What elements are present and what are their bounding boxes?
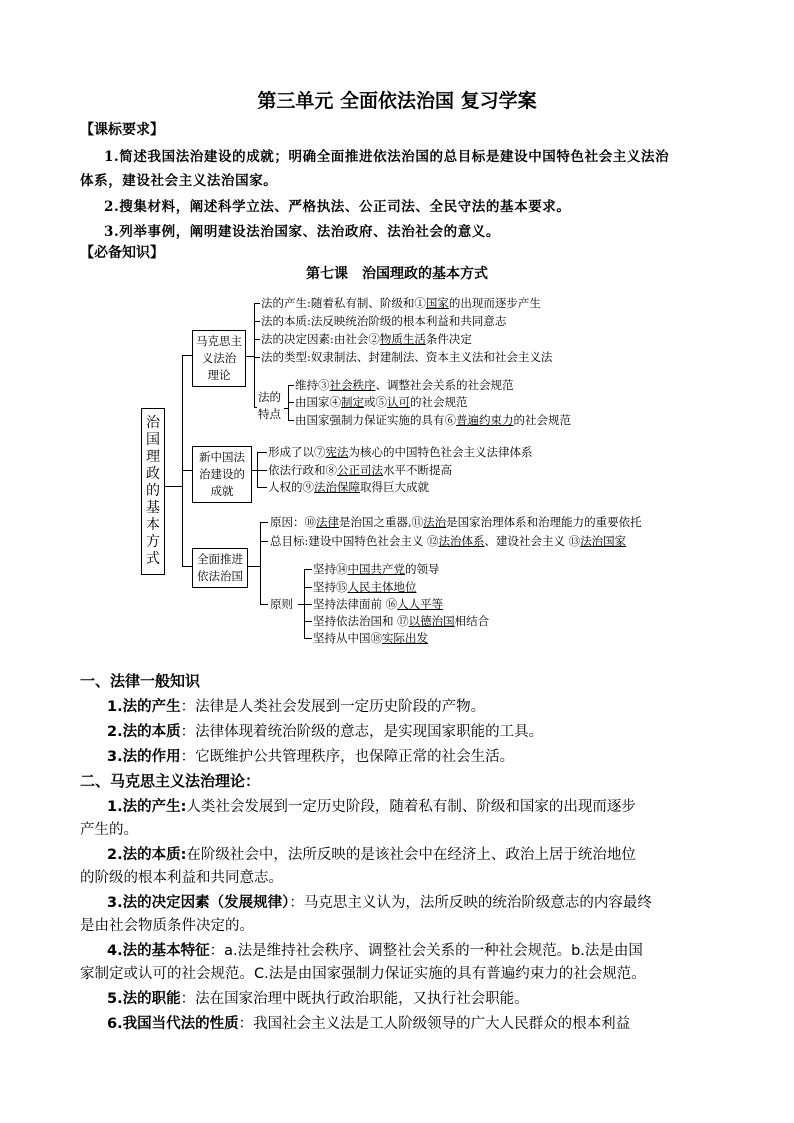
feature-1: 维持③社会秩序、调整社会关系的社会规范	[295, 378, 514, 392]
achievement-1: 形成了以⑦宪法为核心的中国特色社会主义法律体系	[268, 445, 533, 459]
standard-item-1-cont: 体系，建设社会主义法治国家。	[80, 173, 278, 189]
achievement-2: 依法行政和⑧公正司法水平不断提高	[268, 463, 452, 477]
branch-comprehensive-rule-of-law: 全面推进 依法治国	[192, 548, 248, 588]
reason-line: 原因：⑩法律是治国之重器,⑪法治是国家治理体系和治理能力的重要依托	[270, 515, 642, 529]
section1-item-1: 1.法的产生：法律是人类社会发展到一定历史阶段的产物。	[107, 699, 486, 715]
section2-heading: 二、马克思主义法治理论：	[80, 772, 261, 790]
principle-4: 坚持依法治国和 ⑰以德治国相结合	[313, 614, 490, 628]
section2-item-3: 3.法的决定因素（发展规律）：马克思主义认为，法所反映的统治阶级意志的内容最终	[107, 895, 652, 911]
principle-1: 坚持⑭中国共产党的领导	[313, 562, 440, 576]
section1-item-2: 2.法的本质：法律体现着统治阶级的意志，是实现国家职能的工具。	[107, 724, 544, 740]
branch-rule-of-law-achievements: 新中国法 治建设的 成就	[192, 446, 252, 503]
principle-2: 坚持⑮人民主体地位	[313, 580, 417, 594]
law-features-label: 法的 特点	[258, 390, 281, 421]
section2-item-6: 6.我国当代法的性质：我国社会主义法是工人阶级领导的广大人民群众的根本利益	[107, 1016, 631, 1032]
standard-item-3: 3.列举事例，阐明建设法治国家、法治政府、法治社会的意义。	[104, 224, 500, 240]
law-essence: 法的本质:法反映统治阶级的根本利益和共同意志	[261, 314, 507, 328]
section2-item-2: 2.法的本质:在阶级社会中，法所反映的是该社会中在经济上、政治上居于统治地位	[107, 847, 636, 863]
section2-item-4: 4.法的基本特征：a.法是维持社会秩序、调整社会关系的一种社会规范。b.法是由国	[107, 943, 643, 959]
law-types: 法的类型:奴隶制法、封建制法、资本主义法和社会主义法	[261, 350, 553, 364]
feature-2: 由国家④制定或⑤认可的社会规范	[295, 395, 468, 409]
principle-3: 坚持法律面前 ⑯人人平等	[313, 597, 444, 611]
section2-item-4-cont: 家制定或认可的社会规范。C.法是由国家强制力保证实施的具有普遍约束力的社会规范。	[80, 966, 646, 982]
standard-item-1: 1.简述我国法治建设的成就；明确全面推进依法治国的总目标是建设中国特色社会主义法治	[104, 149, 670, 165]
section1-heading: 一、法律一般知识	[80, 672, 201, 690]
root-box: 治 国 理 政 的 基 本 方 式	[141, 408, 165, 575]
law-origin: 法的产生:随着私有制、阶级和①国家的出现而逐步产生	[261, 296, 541, 310]
principles-label: 原则	[270, 597, 293, 611]
section2-item-1: 1.法的产生:人类社会发展到一定历史阶段，随着私有制、阶级和国家的出现而逐步	[107, 799, 636, 815]
feature-3: 由国家强制力保证实施的具有⑥普遍约束力的社会规范	[295, 413, 571, 427]
achievement-3: 人权的⑨法治保障取得巨大成就	[268, 480, 429, 494]
section1-item-3: 3.法的作用：它既维护公共管理秩序，也保障正常的社会生活。	[107, 749, 515, 765]
branch-marxist-law-theory: 马克思主 义法治 理论	[192, 330, 246, 387]
section2-item-3-cont: 是由社会物质条件决定的。	[80, 918, 254, 934]
knowledge-heading: 【必备知识】	[80, 245, 164, 261]
principle-5: 坚持从中国⑱实际出发	[313, 631, 428, 645]
standards-heading: 【课标要求】	[80, 122, 164, 138]
standard-item-2: 2.搜集材料，阐述科学立法、严格执法、公正司法、全民守法的基本要求。	[104, 199, 571, 215]
section2-item-2-cont: 的阶级的根本利益和共同意志。	[80, 870, 283, 886]
lesson-title: 第七课 治国理政的基本方式	[306, 266, 488, 282]
goal-line: 总目标:建设中国特色社会主义 ⑫法治体系、建设社会主义 ⑬法治国家	[270, 534, 627, 548]
page-title: 第三单元 全面依法治国 复习学案	[257, 90, 537, 112]
section2-item-5: 5.法的职能：法在国家治理中既执行政治职能，又执行社会职能。	[107, 991, 529, 1007]
law-determinant: 法的决定因素:由社会②物质生活条件决定	[261, 332, 472, 346]
section2-item-1-cont: 产生的。	[80, 822, 138, 838]
